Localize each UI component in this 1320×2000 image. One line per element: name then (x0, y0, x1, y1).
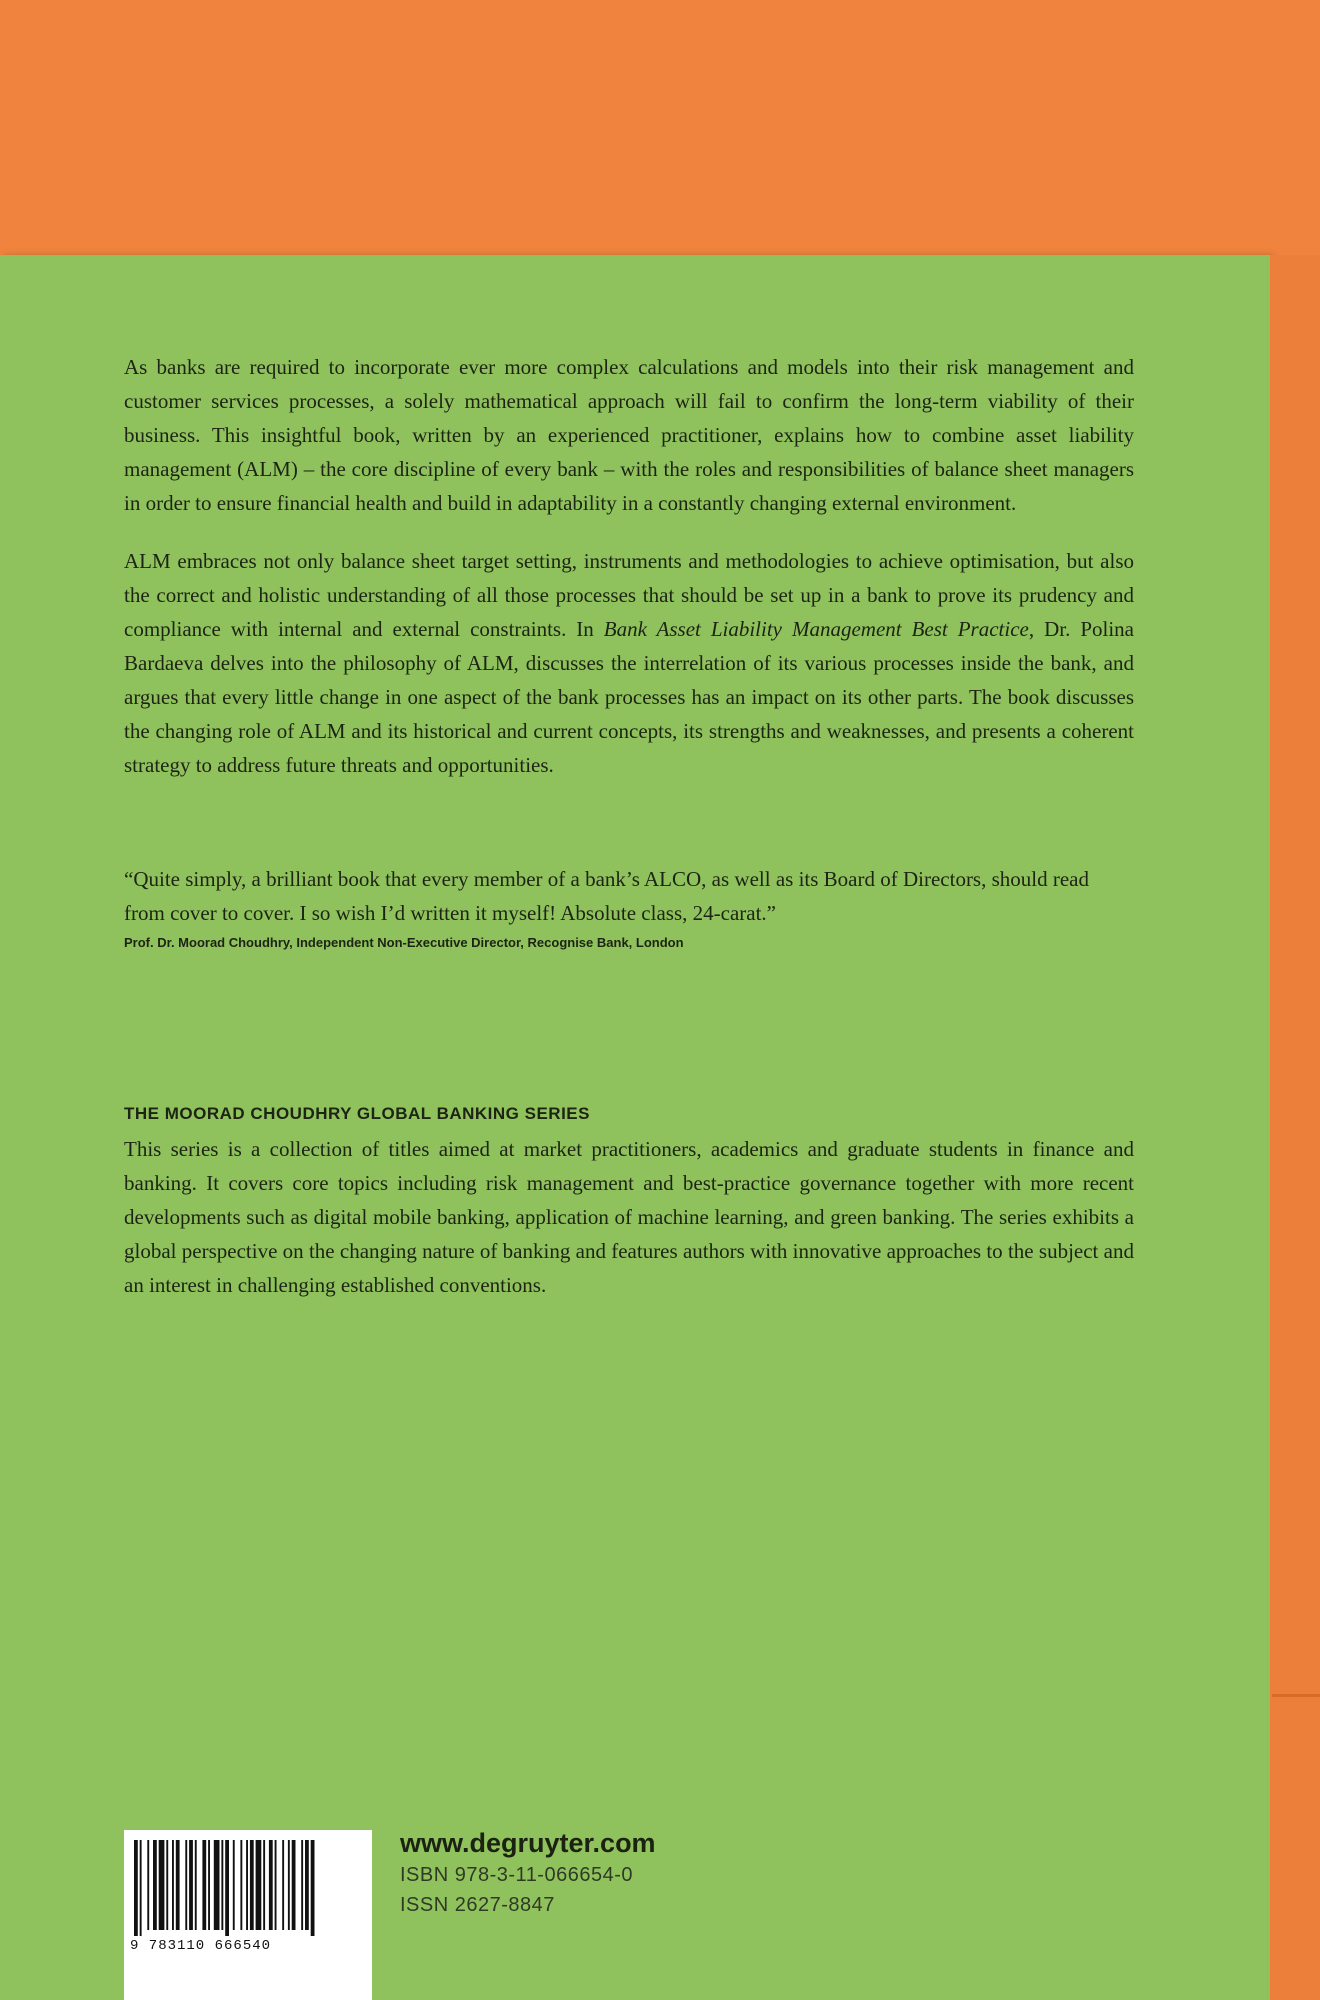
series-description: This series is a collection of titles aimed at market practitioners, academics and graduate students in finance and banking. It covers core topics including risk management and best-practice governance together with more recent developments such as digital mobile banking, application of machine learning, and green banking. The series exhibits a global perspective on the changing nature of banking and features authors with innovative approaches to the subject and an interest in challenging established conventions. (124, 1137, 1134, 1297)
barcode-bar (263, 1840, 265, 1930)
book-title: Bank Asset Liability Management Best Practice (603, 617, 1029, 641)
barcode-bar (240, 1840, 242, 1930)
barcode-bars (132, 1840, 364, 1936)
barcode-bar (269, 1840, 273, 1930)
barcode-bar (172, 1840, 174, 1930)
barcode-bar (305, 1840, 309, 1930)
publisher-url[interactable]: www.degruyter.com (400, 1828, 656, 1858)
barcode-bar (250, 1840, 254, 1930)
barcode-bar (275, 1840, 277, 1930)
isbn-number: ISBN 978-3-11-066654-0 (400, 1864, 633, 1886)
blurb-paragraph-1: As banks are required to incorporate ever more complex calculations and models into their risk management and customer services processes, a solely mathematical approach will fail to confirm the long-term viability of their business. This insightful book, written by an experienced practitioner, explains how to combine asset liability management (ALM) – the core discipline of every bank – with the roles and responsibilities of balance sheet managers in order to ensure financial health and build in adaptability in a constantly changing external environment. (124, 355, 1134, 515)
barcode-bar (301, 1840, 303, 1930)
barcode-bar (153, 1840, 157, 1930)
spine-rule (1272, 1694, 1320, 1697)
back-cover-text (124, 350, 1134, 1302)
barcode-bar (282, 1840, 284, 1930)
spine-strip (1270, 255, 1320, 2000)
barcode-bar (134, 1840, 138, 1936)
endorsement-credit: Prof. Dr. Moorad Choudhry, Independent Non-Executive Director, Recognise Bank, London (124, 935, 684, 950)
cover-top-band (0, 0, 1320, 255)
barcode-bar (288, 1840, 290, 1930)
barcode-bar (214, 1840, 220, 1930)
barcode-digits: 9 783110 666540 (130, 1938, 272, 1954)
barcode-bar (311, 1840, 315, 1936)
barcode-bar (233, 1840, 235, 1930)
barcode-bar (176, 1840, 180, 1930)
issn-number: ISSN 2627-8847 (400, 1894, 555, 1916)
blurb-paragraph-2 (124, 544, 1134, 782)
blurb-paragraph-2-part-1: ALM embraces not only balance sheet target setting, instruments and methodologies to achieve optimisation, but also the correct and holistic understanding of all those processes that should be set up in a bank to prove its prudency and compliance with internal and external constraints. In (124, 549, 1134, 641)
isbn-barcode (124, 1830, 372, 2000)
barcode-bar (202, 1840, 206, 1930)
barcode-bar (246, 1840, 248, 1930)
barcode-bar (189, 1840, 193, 1930)
endorsement-quote: “Quite simply, a brilliant book that every member of a bank’s ALCO, as well as its Board of Directors, should read from cover to cover. I so wish I’d written it myself! Absolute class, 24-carat.” (124, 867, 1089, 925)
barcode-bar (195, 1840, 197, 1930)
barcode-bar (166, 1840, 168, 1930)
barcode-bar (185, 1840, 187, 1930)
barcode-bar (225, 1840, 229, 1936)
series-heading: THE MOORAD CHOUDHRY GLOBAL BANKING SERIES (124, 1104, 590, 1123)
publisher-info (400, 1826, 656, 1920)
barcode-bar (159, 1840, 165, 1930)
barcode-bar (208, 1840, 210, 1930)
barcode-bar (292, 1840, 296, 1930)
barcode-bar (140, 1840, 142, 1936)
barcode-bar (147, 1840, 149, 1930)
blurb-paragraph-2-part-2: , Dr. Polina Bardaeva delves into the philosophy of ALM, discusses the interrelation of its various processes inside the bank, and argues that every little change in one aspect of the bank processes has an impact on its other parts. The book discusses the changing role of ALM and its historical and current concepts, its strengths and weaknesses, and presents a coherent strategy to address future threats and opportunities. (124, 617, 1134, 777)
barcode-bar (256, 1840, 262, 1930)
barcode-bar (221, 1840, 223, 1930)
